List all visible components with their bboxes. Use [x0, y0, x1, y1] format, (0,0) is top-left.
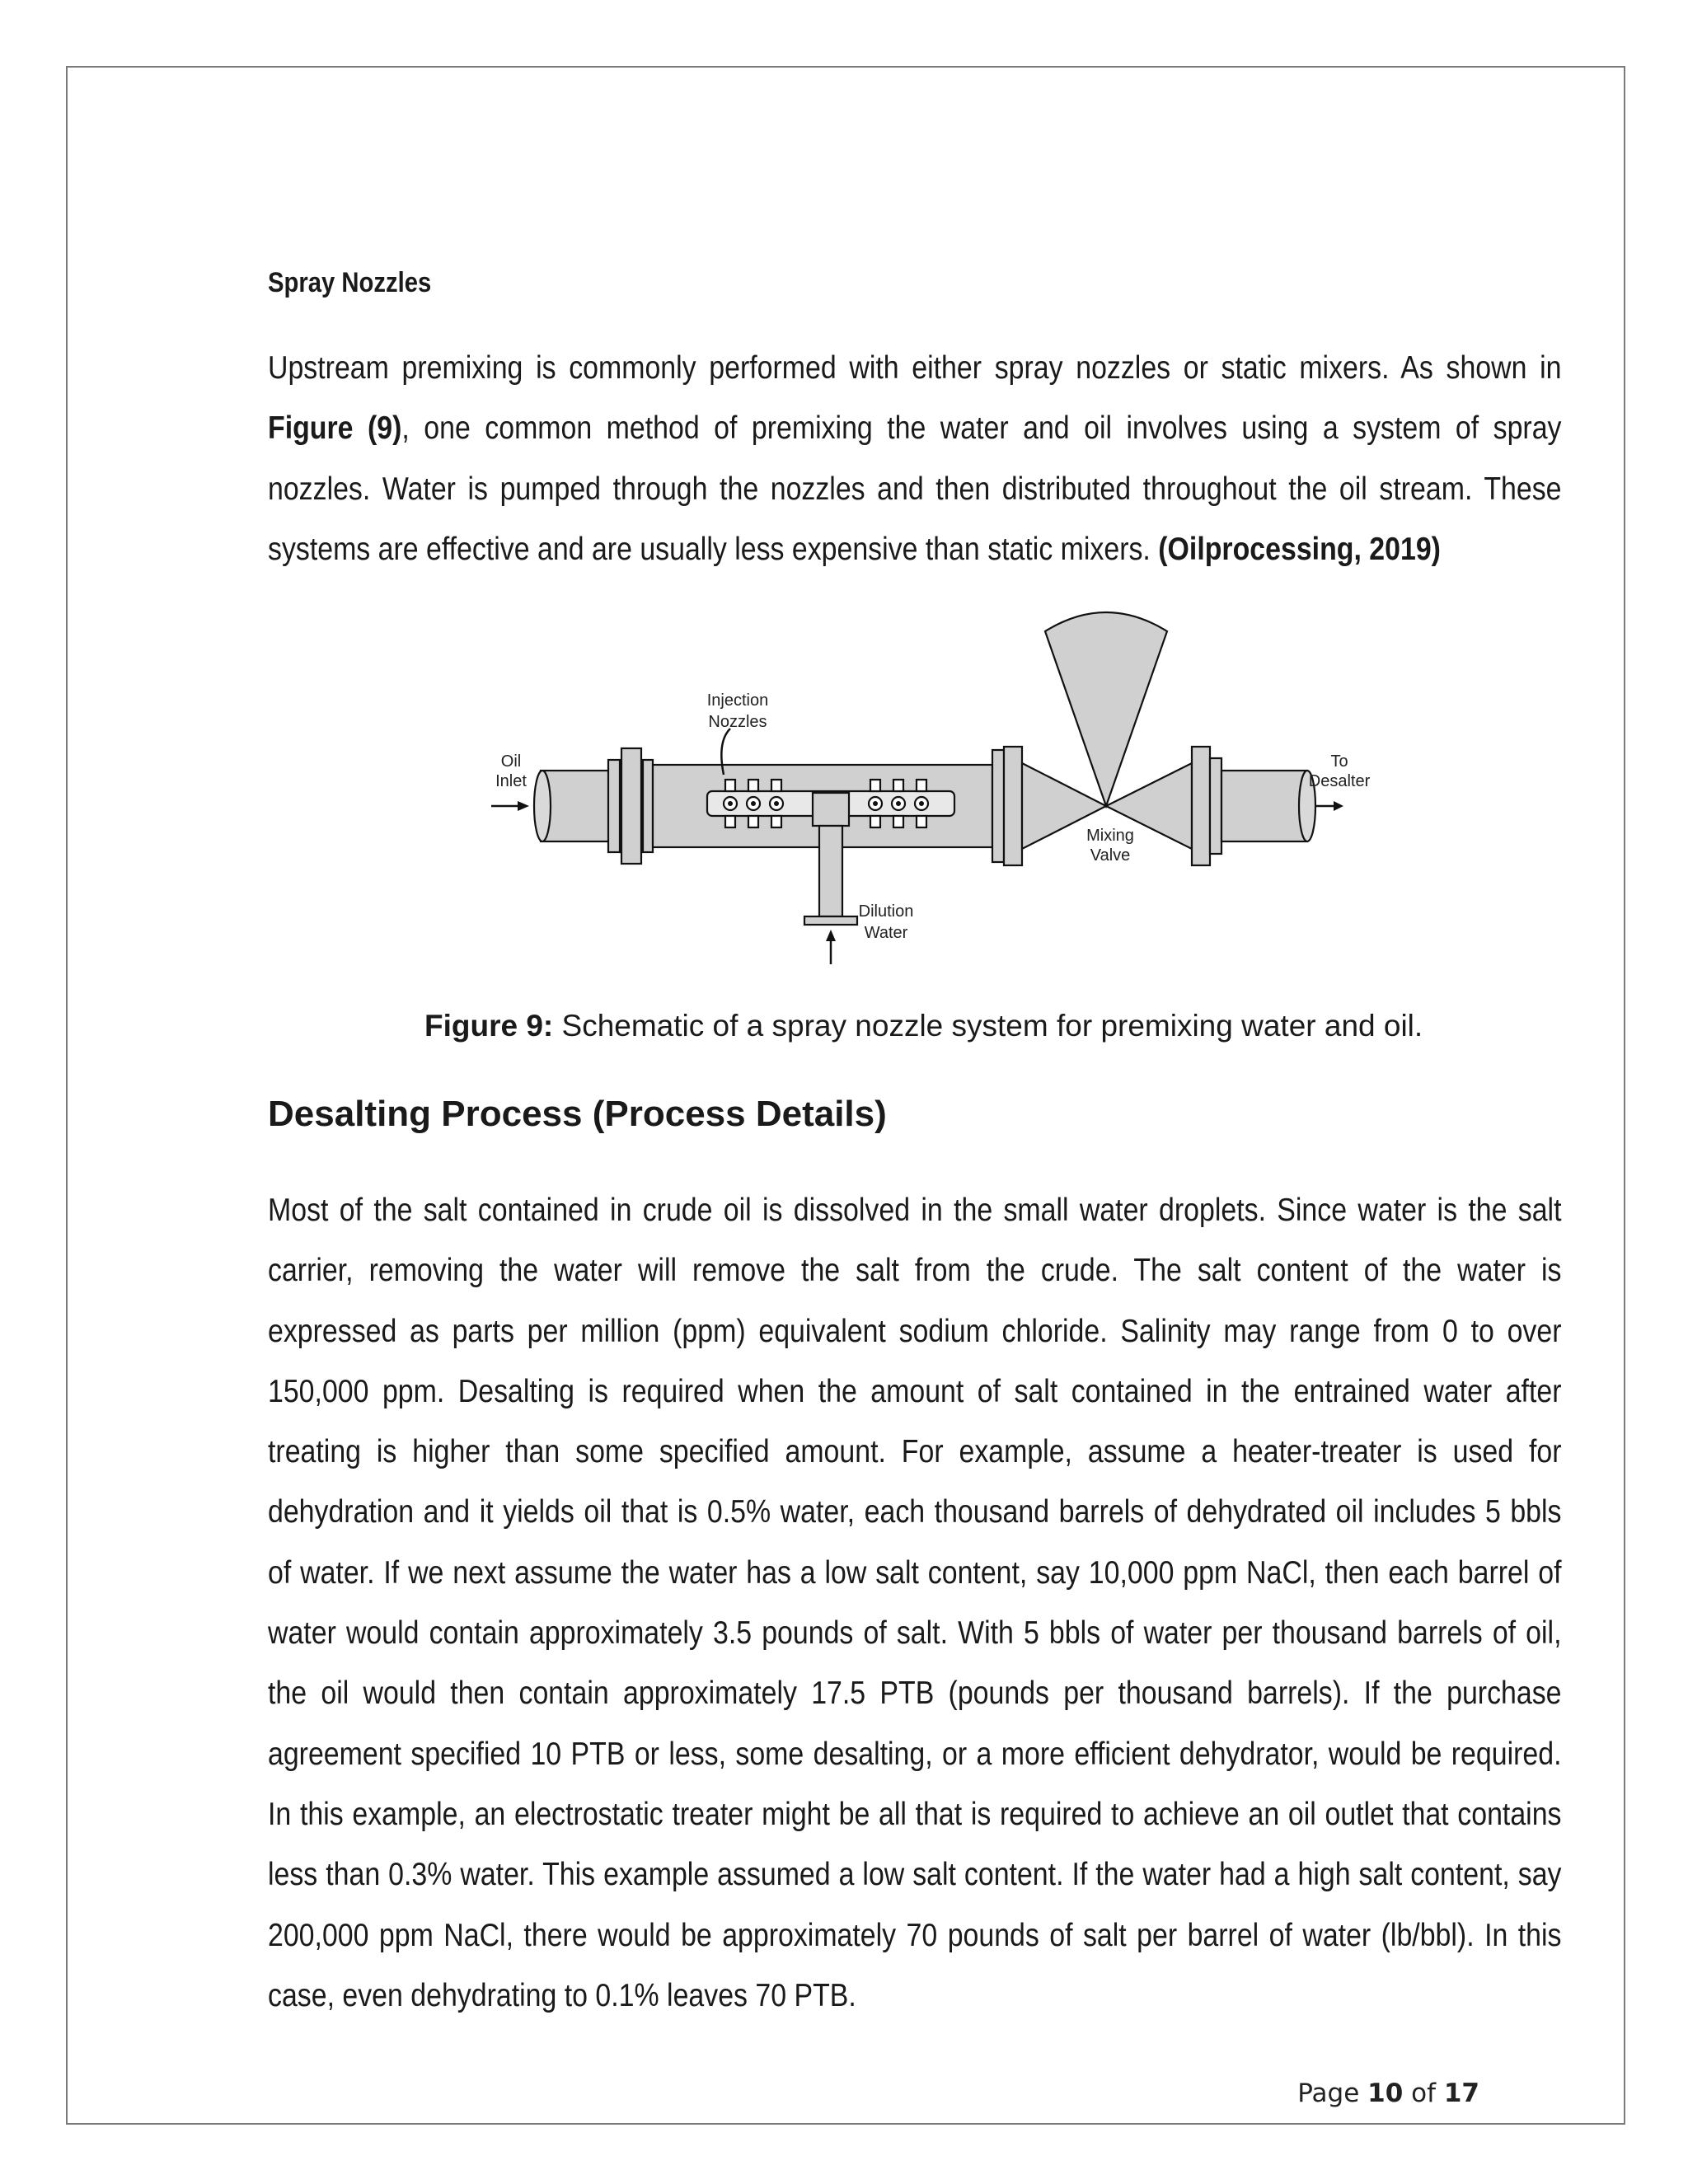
schematic-svg [486, 602, 1371, 964]
total-pages: 17 [1443, 2079, 1479, 2108]
paragraph-text: Upstream premixing is commonly performed with either spray nozzles or static mixers. As shown in [268, 350, 1562, 386]
left-flange-b [621, 748, 641, 864]
label-injection-1: Injection [706, 691, 769, 710]
figure-reference: Figure (9) [268, 410, 402, 447]
valve-top-cone [1045, 612, 1167, 806]
caption-text: Schematic of a spray nozzle system for premixing water and oil. [553, 1009, 1423, 1043]
paragraph-text: Most of the salt contained in crude oil is dissolved in the small water droplets. Since water is the salt carrier, removing the water will remove the salt from the crude. The salt content of the water is expressed as parts per million (ppm) equivalent sodium chloride. Salinity may range from 0 to over 150,000 ppm. Desalting is required when the amount of salt contained in the entrained water after treating is higher than some specified amount. For example, assume a heater-treater is used for dehydration and it yields oil that is 0.5% water, each thousand barrels of dehydrated oil includes 5 bbls of water. If we next assume the water has a low salt content, say 10,000 ppm NaCl, then each barrel of water would contain approximately 3.5 pounds of salt. With 5 bbls of water per thousand barrels of oil, the oil would then contain approximately 17.5 PTB (pounds per thousand barrels). If the purchase agreement specified 10 PTB or less, some desalting, or a more efficient dehydrator, would be required. In this example, an electrostatic treater might be all that is required to achieve an oil outlet that contains less than 0.3% water. This example assumed a low salt content. If the water had a high salt content, say 200,000 ppm NaCl, there would be approximately 70 pounds of salt per barrel of water (lb/bbl). In this case, even dehydrating to 0.1% leaves 70 PTB. [268, 1193, 1562, 2013]
citation: (Oilprocessing, 2019) [1158, 531, 1441, 567]
figure-caption [424, 1009, 1423, 1043]
dilution-flange [804, 916, 857, 925]
document-page [66, 66, 1625, 2125]
manifold-tee [813, 793, 849, 826]
label-injection-2: Nozzles [708, 713, 767, 731]
left-flange-a [608, 760, 620, 852]
outlet-pipe [1221, 771, 1307, 841]
label-dilution-water-1: Dilution [858, 902, 914, 921]
left-flange-c [643, 760, 653, 852]
page-number: 10 [1367, 2079, 1404, 2108]
inlet-pipe-end [534, 771, 551, 841]
page-word: Page [1297, 2079, 1368, 2108]
heading-desalting-process: Desalting Process (Process Details) [268, 1094, 887, 1134]
paragraph-text: , one common method of premixing the water and oil involves using a system of spray nozzles. Water is pumped through the nozzles and then distributed throughout the oil stream. These systems are effective and are usually less expensive than static mixers. [268, 410, 1562, 567]
label-dilution-water-2: Water [864, 924, 908, 942]
label-oil-inlet-1: Oil [500, 752, 522, 771]
paragraph-desalting [268, 1180, 1562, 2026]
mid-flange-a [992, 750, 1004, 862]
label-mixing-valve-2: Valve [1090, 846, 1131, 865]
caption-label: Figure 9: [424, 1009, 554, 1043]
of-word: of [1403, 2079, 1444, 2108]
subheading-spray-nozzles: Spray Nozzles [268, 267, 432, 298]
label-to-desalter-1: To [1330, 752, 1348, 771]
paragraph-spray-nozzles [268, 338, 1562, 579]
mid-flange-b [1004, 747, 1022, 865]
label-mixing-valve-1: Mixing [1086, 827, 1134, 845]
label-to-desalter-2: Desalter [1308, 772, 1371, 790]
page-footer [1297, 2079, 1479, 2108]
label-oil-inlet-2: Inlet [495, 772, 527, 790]
right-flange-b [1210, 758, 1221, 854]
spray-nozzle-schematic [486, 602, 1371, 964]
dilution-pipe [819, 826, 842, 916]
inlet-pipe [541, 771, 618, 841]
right-flange-a [1192, 747, 1210, 865]
